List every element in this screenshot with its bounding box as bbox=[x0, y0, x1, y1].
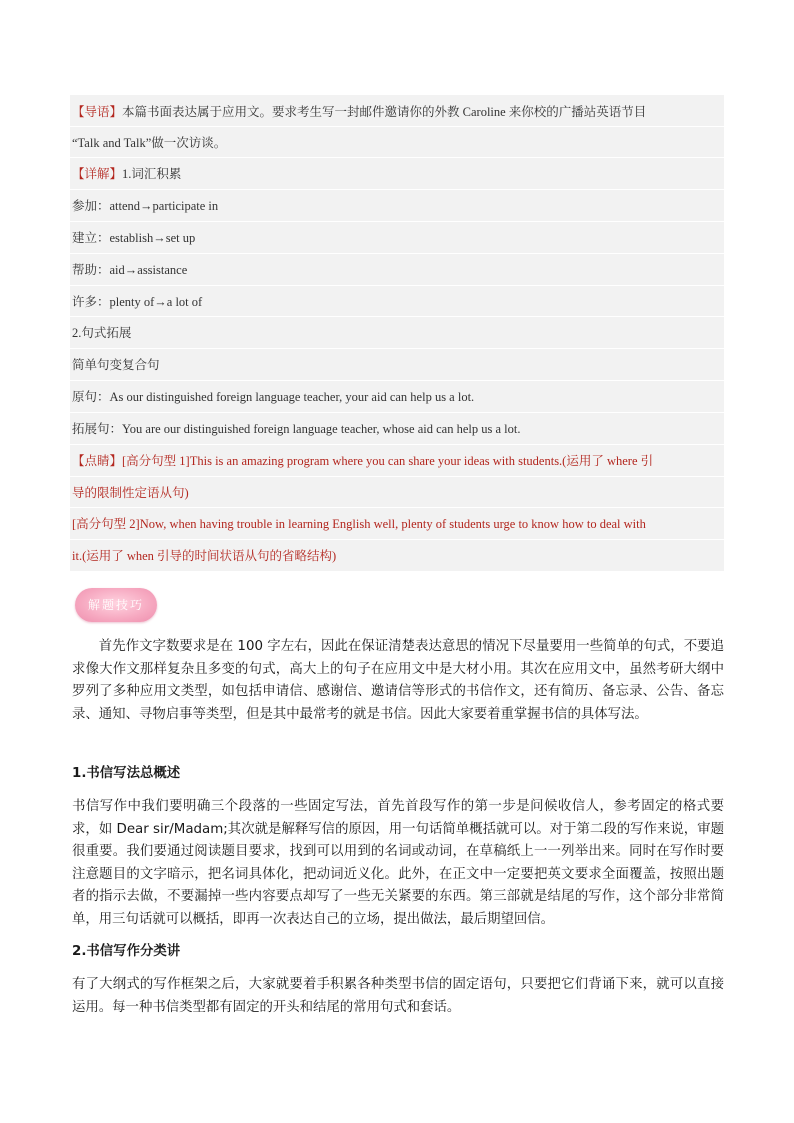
line-separator bbox=[70, 157, 724, 158]
line-separator bbox=[70, 189, 724, 190]
analysis-line bbox=[72, 516, 646, 532]
analysis-label: 【详解】 bbox=[72, 167, 123, 181]
section1-heading: 1.书信写法总概述 bbox=[72, 766, 181, 781]
analysis-text: 许多：plenty of→a lot of bbox=[72, 295, 203, 309]
analysis-line bbox=[72, 357, 160, 373]
analysis-text: 1.词汇积累 bbox=[122, 167, 182, 181]
line-separator bbox=[70, 476, 724, 477]
analysis-text: it.(运用了 when 引导的时间状语从句的省略结构) bbox=[72, 549, 337, 563]
analysis-text: 2.句式拓展 bbox=[72, 326, 132, 340]
analysis-line bbox=[72, 135, 226, 151]
analysis-text: “Talk and Talk”做一次访谈。 bbox=[72, 136, 227, 150]
line-separator bbox=[70, 316, 724, 317]
section2-paragraph: 有了大纲式的写作框架之后，大家就要着手积累各种类型书信的固定语句，只要把它们背诵下来，就可以直接运用。每一种书信类型都有固定的开头和结尾的常用句式和套话。 bbox=[72, 977, 724, 1015]
analysis-text: 简单句变复合句 bbox=[72, 358, 160, 372]
analysis-label: 【导语】 bbox=[72, 105, 123, 119]
solving-tips-badge: 解题技巧 bbox=[75, 588, 157, 622]
section1-paragraph: 书信写作中我们要明确三个段落的一些固定写法，首先首段写作的第一步是问候收信人，参考固定的格式要求，如 Dear sir/Madam;其次就是解释写信的原因，用一句话简单概括就可以。对于第二段的写作来说，审题很重要。我们要通过阅读题目要求，找到可以用到的名词或动词，在草稿纸上一一列举出来。同时在写作时要注意题目的文字暗示，把名词具体化，把动词近义化。此外，在正文中一定要把英文要求全面覆盖，按照出题者的指示去做，不要漏掉一些内容要点却写了一些无关紧要的东西。第三部就是结尾的写作，这个部分非常简单，用三句话就可以概括，即再一次表达自己的立场，提出做法，最后期望回信。 bbox=[72, 799, 724, 927]
analysis-line bbox=[72, 389, 474, 405]
analysis-text: 帮助：aid→assistance bbox=[72, 263, 188, 277]
analysis-line bbox=[72, 453, 653, 469]
analysis-label: 【点睛】 bbox=[72, 454, 123, 468]
analysis-text: [高分句型 2]Now, when having trouble in learning English well, plenty of students urge to know how to deal with bbox=[72, 517, 646, 531]
analysis-line bbox=[72, 166, 181, 182]
analysis-line bbox=[72, 230, 195, 246]
analysis-line bbox=[72, 485, 189, 501]
section2-heading: 2.书信写作分类讲 bbox=[72, 944, 181, 959]
line-separator bbox=[70, 348, 724, 349]
line-separator bbox=[70, 285, 724, 286]
line-separator bbox=[70, 412, 724, 413]
analysis-line bbox=[72, 421, 520, 437]
line-separator bbox=[70, 539, 724, 540]
analysis-line bbox=[72, 198, 218, 214]
analysis-line bbox=[72, 294, 202, 310]
line-separator bbox=[70, 221, 724, 222]
analysis-text: 参加：attend→participate in bbox=[72, 199, 219, 213]
intro-paragraph: 首先作文字数要求是在 100 字左右，因此在保证清楚表达意思的情况下尽量要用一些简单的句式，不要追求像大作文那样复杂且多变的句式，高大上的句子在应用文中是大材小用。其次在应用文中，虽然考研大纲中罗列了多种应用文类型，如包括申请信、感谢信、邀请信等形式的书信作文，还有简历、备忘录、公告、备忘录、通知、寻物启事等类型，但是其中最常考的就是书信。因此大家要着重掌握书信的具体写法。 bbox=[72, 639, 724, 722]
analysis-line bbox=[72, 262, 187, 278]
line-separator bbox=[70, 380, 724, 381]
line-separator bbox=[70, 444, 724, 445]
analysis-text: 原句：As our distinguished foreign language teacher, your aid can help us a lot. bbox=[72, 390, 475, 404]
line-separator bbox=[70, 507, 724, 508]
analysis-line bbox=[72, 548, 336, 564]
analysis-text: 导的限制性定语从句) bbox=[72, 486, 189, 500]
analysis-line bbox=[72, 104, 646, 120]
analysis-text: 本篇书面表达属于应用文。要求考生写一封邮件邀请你的外教 Caroline 来你校的广播站英语节目 bbox=[122, 105, 647, 119]
line-separator bbox=[70, 126, 724, 127]
analysis-text: 建立：establish→set up bbox=[72, 231, 196, 245]
analysis-text: [高分句型 1]This is an amazing program where you can share your ideas with students.(运用了 where 引 bbox=[122, 454, 654, 468]
analysis-line bbox=[72, 325, 131, 341]
analysis-text: 拓展句：You are our distinguished foreign language teacher, whose aid can help us a lot. bbox=[72, 422, 521, 436]
line-separator bbox=[70, 253, 724, 254]
